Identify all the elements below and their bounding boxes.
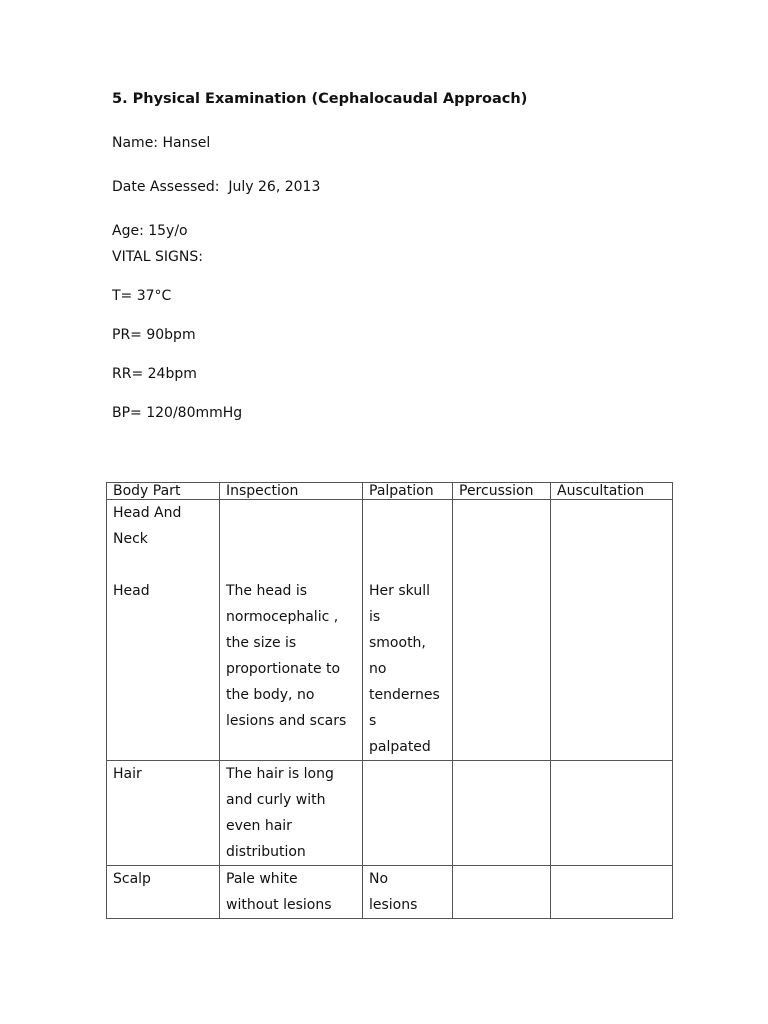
cell-text-line: proportionate to	[226, 661, 341, 677]
header-body-part: Body Part	[107, 483, 220, 500]
cell-text-line: lesions and scars	[226, 713, 347, 729]
cell-text-line: palpated	[369, 739, 431, 755]
document-title: 5. Physical Examination (Cephalocaudal Approach)	[112, 91, 528, 107]
cell-text-line: without lesions	[226, 897, 332, 913]
inspection-cell	[220, 500, 363, 761]
body-part-cell	[107, 866, 220, 919]
cell-text-line: Scalp	[113, 871, 151, 887]
vital-signs-heading: VITAL SIGNS:	[112, 249, 203, 265]
cell-text-line: and curly with	[226, 792, 326, 808]
cell-text-line: Her skull	[369, 583, 430, 599]
cell-text-line: Head And	[113, 505, 182, 521]
cell-text-line: distribution	[226, 844, 306, 860]
palpation-cell	[363, 866, 453, 919]
auscultation-cell	[551, 500, 673, 761]
cell-text-line: no	[369, 661, 387, 677]
auscultation-cell	[551, 866, 673, 919]
auscultation-cell	[551, 761, 673, 866]
cell-text-line: The hair is long	[226, 766, 334, 782]
exam-table	[106, 482, 673, 919]
palpation-cell	[363, 761, 453, 866]
cell-text-line: Hair	[113, 766, 142, 782]
inspection-cell	[220, 761, 363, 866]
body-part-cell	[107, 500, 220, 761]
cell-text-line: the size is	[226, 635, 297, 651]
cell-text-line	[369, 500, 452, 526]
palpation-cell	[363, 500, 453, 761]
vital-temperature: T= 37°C	[112, 288, 172, 304]
vital-blood-pressure: BP= 120/80mmHg	[112, 405, 243, 421]
body-part-cell	[107, 761, 220, 866]
cell-text-line: s	[369, 713, 377, 729]
table-header-row	[107, 483, 673, 500]
cell-text-line	[369, 552, 452, 578]
cell-text-line: Pale white	[226, 871, 298, 887]
patient-name: Name: Hansel	[112, 135, 211, 151]
cell-text-line: smooth,	[369, 635, 426, 651]
header-inspection: Inspection	[220, 483, 363, 500]
cell-text-line: lesions	[369, 897, 418, 913]
cell-text-line	[226, 552, 362, 578]
header-percussion: Percussion	[453, 483, 551, 500]
percussion-cell	[453, 761, 551, 866]
header-palpation: Palpation	[363, 483, 453, 500]
cell-text-line: normocephalic ,	[226, 609, 339, 625]
cell-text-line: Head	[113, 583, 150, 599]
cell-text-line: No	[369, 871, 389, 887]
percussion-cell	[453, 500, 551, 761]
cell-text-line: even hair	[226, 818, 292, 834]
cell-text-line: Neck	[113, 531, 148, 547]
cell-text-line: is	[369, 609, 381, 625]
header-auscultation: Auscultation	[551, 483, 673, 500]
cell-text-line: tendernes	[369, 687, 440, 703]
vital-respiratory-rate: RR= 24bpm	[112, 366, 197, 382]
table-row	[107, 866, 673, 919]
cell-text-line: the body, no	[226, 687, 315, 703]
cell-text-line	[226, 526, 362, 552]
date-assessed: Date Assessed: July 26, 2013	[112, 179, 321, 195]
table-row	[107, 761, 673, 866]
vital-pulse-rate: PR= 90bpm	[112, 327, 196, 343]
cell-text-line	[369, 526, 452, 552]
cell-text-line	[226, 500, 362, 526]
cell-text-line: The head is	[226, 583, 308, 599]
patient-age: Age: 15y/o	[112, 223, 188, 239]
cell-text-line	[113, 552, 219, 578]
table-row	[107, 500, 673, 761]
percussion-cell	[453, 866, 551, 919]
inspection-cell	[220, 866, 363, 919]
